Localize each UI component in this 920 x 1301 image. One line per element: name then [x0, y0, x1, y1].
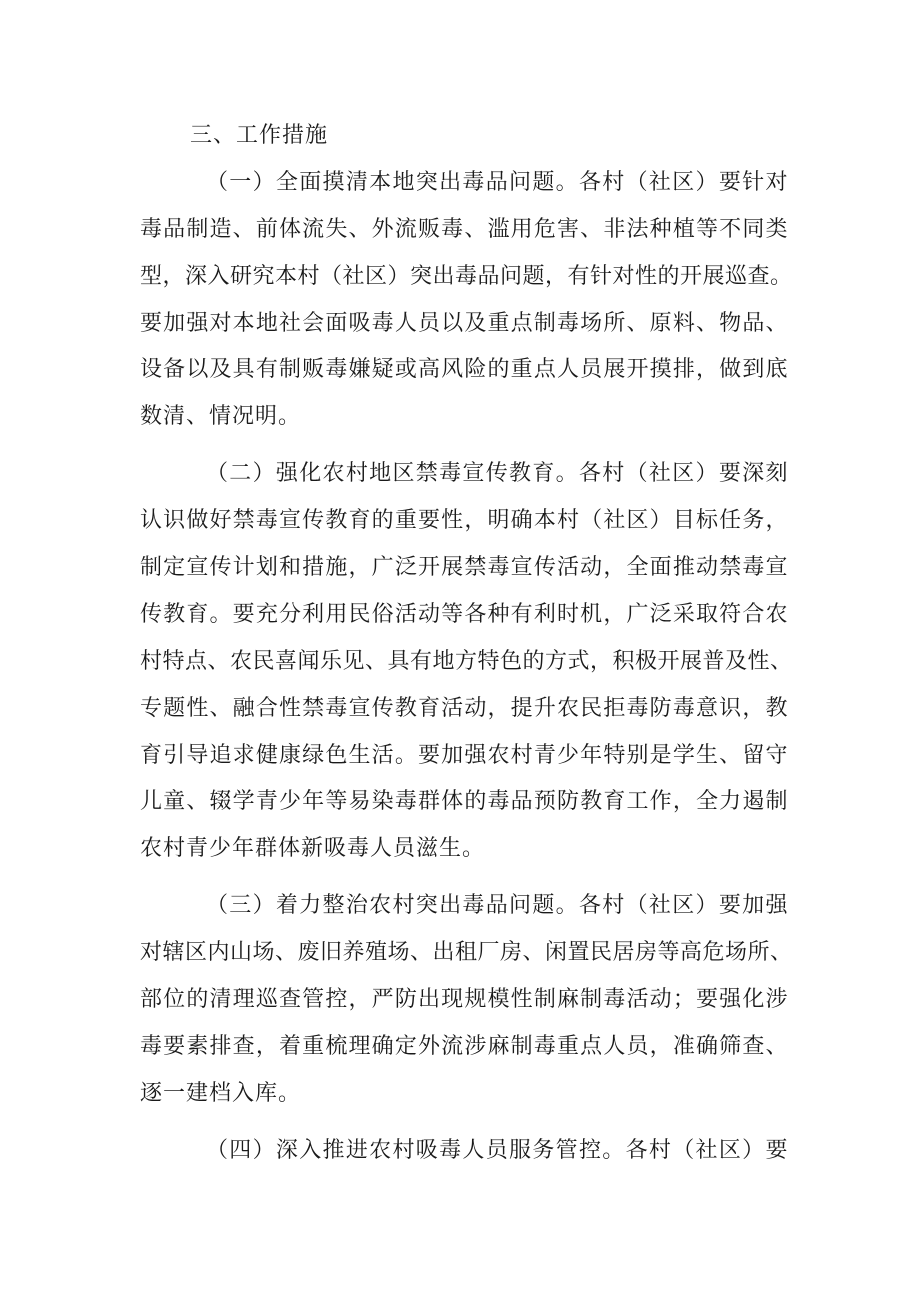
paragraph-line: 型，深入研究本村（社区）突出毒品问题，有针对性的开展巡查。 — [140, 263, 793, 289]
section-heading: 三、工作措施 — [190, 123, 329, 148]
paragraph-line: （二）强化农村地区禁毒宣传教育。各村（社区）要深刻 — [206, 461, 788, 487]
paragraph-line: 传教育。要充分利用民俗活动等各种有利时机，广泛采取符合农 — [140, 601, 788, 627]
paragraph-line: 对辖区内山场、废旧养殖场、出租厂房、闲置民居房等高危场所、 — [140, 940, 793, 966]
paragraph-line: 数清、情况明。 — [140, 404, 302, 430]
paragraph-line: 制定宣传计划和措施，广泛开展禁毒宣传活动，全面推动禁毒宣 — [140, 555, 788, 581]
paragraph-line: 专题性、融合性禁毒宣传教育活动，提升农民拒毒防毒意识，教 — [140, 695, 788, 721]
paragraph-3 — [140, 883, 793, 1117]
paragraph-line: 毒要素排查，着重梳理确定外流涉麻制毒重点人员，准确筛查、 — [140, 1033, 788, 1059]
paragraph-line: 村特点、农民喜闻乐见、具有地方特色的方式，积极开展普及性、 — [140, 648, 793, 674]
paragraph-line: 儿童、辍学青少年等易染毒群体的毒品预防教育工作，全力遏制 — [140, 789, 788, 815]
paragraph-spacer — [140, 873, 788, 883]
paragraph-line: （一）全面摸清本地突出毒品问题。各村（社区）要针对 — [206, 169, 788, 195]
paragraph-spacer — [140, 441, 788, 451]
paragraph-line: 毒品制造、前体流失、外流贩毒、滥用危害、非法种植等不同类 — [140, 216, 788, 242]
paragraph-line: 逐一建档入库。 — [140, 1080, 302, 1106]
paragraph-line: （四）深入推进农村吸毒人员服务管控。各村（社区）要 — [206, 1137, 788, 1163]
paragraph-line: 育引导追求健康绿色生活。要加强农村青少年特别是学生、留守 — [140, 742, 788, 768]
paragraph-spacer — [140, 1118, 788, 1128]
paragraph-line: 设备以及具有制贩毒嫌疑或高风险的重点人员展开摸排，做到底 — [140, 357, 788, 383]
paragraph-line: 农村青少年群体新吸毒人员滋生。 — [140, 836, 486, 862]
paragraph-line: 要加强对本地社会面吸毒人员以及重点制毒场所、原料、物品、 — [140, 310, 788, 336]
paragraph-line: 部位的清理巡查管控，严防出现规模性制麻制毒活动；要强化涉 — [140, 987, 788, 1013]
paragraph-2 — [140, 451, 793, 873]
document-body — [140, 113, 793, 1175]
paragraph-line: （三）着力整治农村突出毒品问题。各村（社区）要加强 — [206, 893, 788, 919]
paragraph-4 — [140, 1128, 788, 1175]
paragraph-1 — [140, 160, 793, 441]
paragraph-line: 认识做好禁毒宣传教育的重要性，明确本村（社区）目标任务， — [140, 508, 788, 534]
